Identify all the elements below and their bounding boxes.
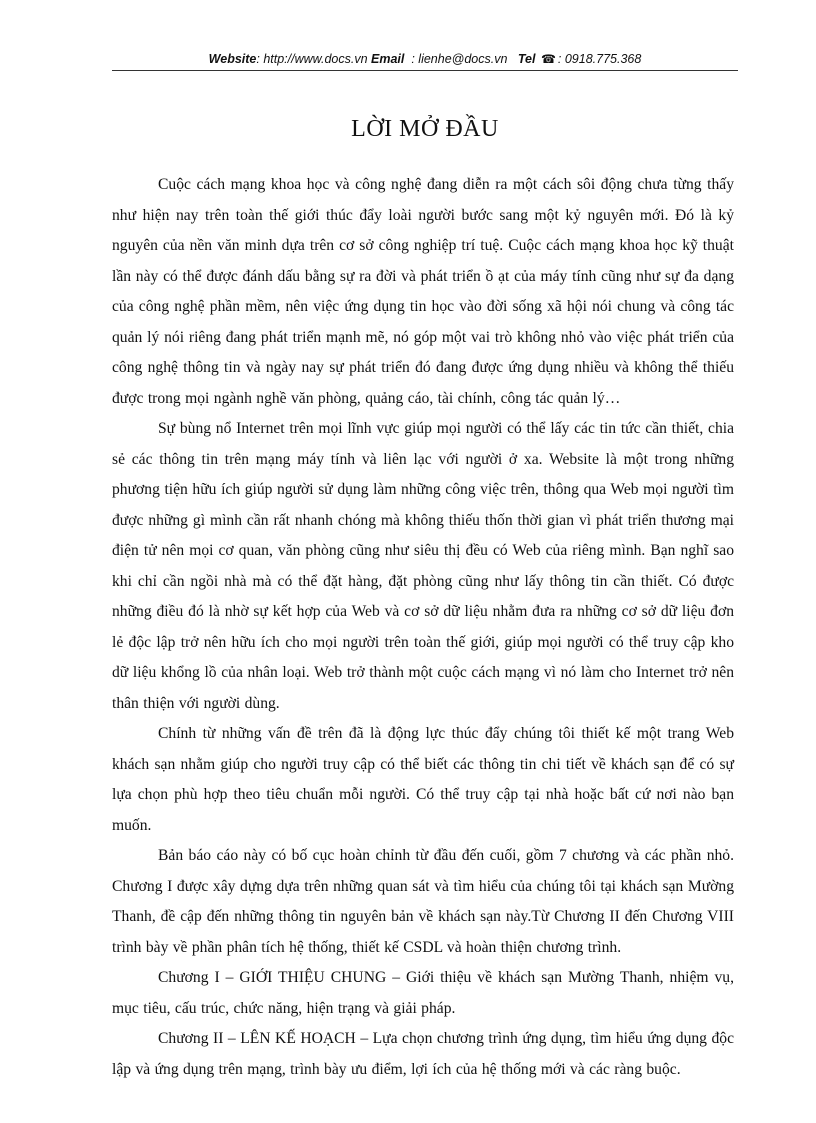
document-body	[112, 170, 734, 1085]
website-value[interactable]: : http://www.docs.vn	[256, 52, 368, 66]
email-value[interactable]: : lienhe@docs.vn	[411, 52, 508, 66]
email-label: Email	[371, 52, 405, 66]
tel-value: : 0918.775.368	[557, 52, 642, 66]
paragraph-4: Bản báo cáo này có bố cục hoàn chỉnh từ đầu đến cuối, gồm 7 chương và các phần nhỏ. Chương I được xây dựng dựa trên những quan sát và tìm hiểu của chúng tôi tại khách sạn Mường Thanh, đề cập đến những thông tin nguyên bản về khách sạn này.Từ Chương II đến Chương VIII trình bày về phần phân tích hệ thống, thiết kế CSDL và hoàn thiện chương trình.	[112, 847, 734, 956]
header-divider	[112, 70, 738, 71]
paragraph-3: Chính từ những vấn đề trên đã là động lực thúc đẩy chúng tôi thiết kế một trang Web khách sạn nhằm giúp cho người truy cập có thể biết các thông tin chi tiết về khách sạn để có sự lựa chọn phù hợp theo tiêu chuẩn mỗi người. Có thể truy cập tại nhà hoặc bất cứ nơi nào bạn muốn.	[112, 725, 734, 834]
phone-icon: ☎	[540, 52, 556, 66]
paragraph-2: Sự bùng nổ Internet trên mọi lĩnh vực giúp mọi người có thể lấy các tin tức cần thiết, chia sẻ các thông tin trên mạng máy tính và liên lạc với người ở xa. Website là một trong những phương tiện hữu ích giúp người sử dụng làm những công việc trên, thông qua Web mọi người tìm được những gì mình cần rất nhanh chóng mà không thiếu thốn thời gian vì phát triển thương mại điện tử nên mọi cơ quan, văn phòng cũng như siêu thị đều có Web của riêng mình. Bạn nghĩ sao khi chỉ cần ngồi nhà mà có thể đặt hàng, đặt phòng cũng như lấy thông tin cần thiết. Có được những điều đó là nhờ sự kết hợp của Web và cơ sở dữ liệu nhằm đưa ra những cơ sở dữ liệu đơn lẻ độc lập trở nên hữu ích cho mọi người trên toàn thế giới, giúp mọi người có thể truy cập kho dữ liệu khổng lồ của nhân loại. Web trở thành một cuộc cách mạng vì nó làm cho Internet trở nên thân thiện với người dùng.	[112, 420, 734, 712]
page-header	[112, 52, 738, 66]
paragraph-5: Chương I – GIỚI THIỆU CHUNG – Giới thiệu về khách sạn Mường Thanh, nhiệm vụ, mục tiêu, cấu trúc, chức năng, hiện trạng và giải pháp.	[112, 969, 734, 1017]
page-title: LỜI MỞ ĐẦU	[351, 116, 499, 142]
paragraph-6: Chương II – LÊN KẾ HOẠCH – Lựa chọn chương trình ứng dụng, tìm hiểu ứng dụng độc lập và ứng dụng trên mạng, trình bày ưu điểm, lợi ích của hệ thống mới và các ràng buộc.	[112, 1030, 734, 1078]
tel-label: Tel	[517, 52, 536, 66]
paragraph-1: Cuộc cách mạng khoa học và công nghệ đang diễn ra một cách sôi động chưa từng thấy như hiện nay trên toàn thế giới thúc đẩy loài người bước sang một kỷ nguyên mới. Đó là kỷ nguyên của nền văn minh dựa trên cơ sở công nghiệp trí tuệ. Cuộc cách mạng khoa học kỹ thuật lần này có thể được đánh dấu bằng sự ra đời và phát triển ồ ạt của máy tính cũng như sự đa dạng của công nghệ phần mềm, nên việc ứng dụng tin học vào đời sống xã hội nói chung và công tác quản lý nói riêng đang phát triển mạnh mẽ, nó góp một vai trò không nhỏ vào việc phát triển của công nghệ thông tin và ngày nay sự phát triển đó đang được ứng dụng nhiều và không thể thiếu được trong mọi ngành nghề văn phòng, quảng cáo, tài chính, công tác quản lý…	[112, 176, 734, 407]
website-label: Website	[208, 52, 257, 66]
